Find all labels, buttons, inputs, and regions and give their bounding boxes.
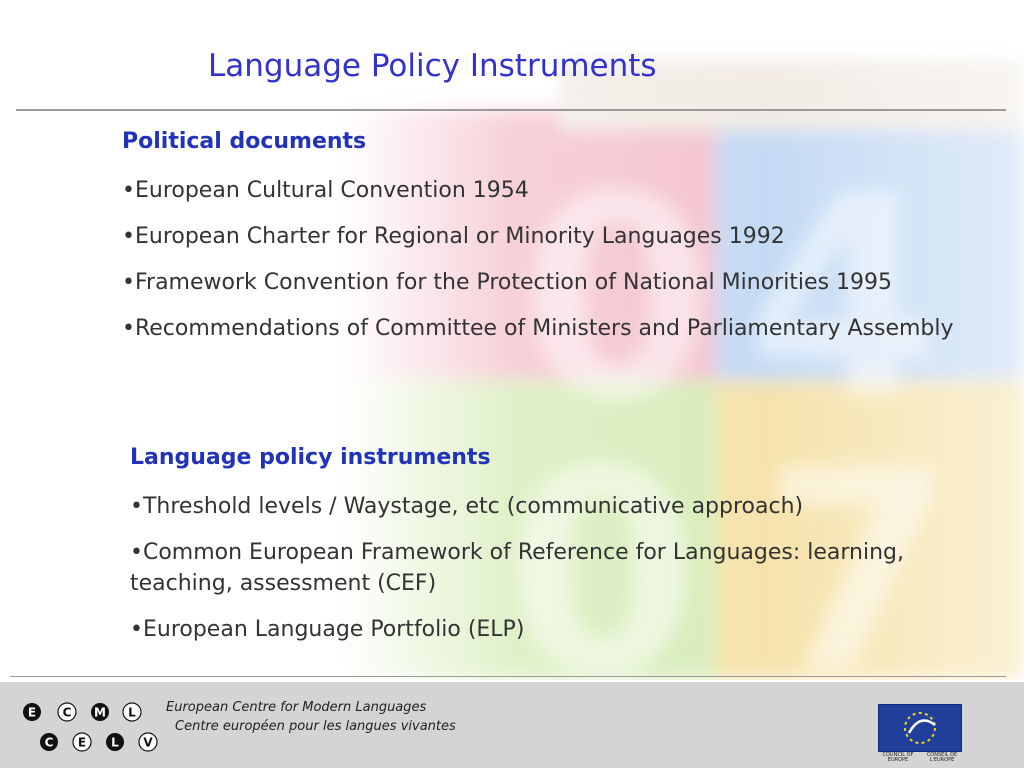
logo-letter: L (128, 705, 136, 720)
footer-divider (10, 676, 1006, 677)
bullet-list (130, 491, 990, 645)
logo-letter: V (143, 735, 153, 750)
list-item: •European Cultural Convention 1954 (122, 178, 529, 203)
council-of-europe-logo (878, 704, 962, 766)
list-item: •Framework Convention for the Protection of National Minorities 1995 (122, 270, 893, 295)
section-heading: Political documents (122, 129, 367, 154)
page-title: Language Policy Instruments (208, 48, 657, 84)
logo-letter: E (77, 735, 87, 750)
political-documents-section (122, 128, 982, 359)
org-name (166, 698, 456, 736)
logo-letter: C (62, 705, 72, 720)
org-name-fr: Centre européen pour les langues vivantes (175, 719, 456, 734)
logo-letter: L (111, 735, 119, 750)
language-policy-instruments-section (130, 444, 990, 660)
bullet-list (122, 175, 982, 344)
title-divider (16, 109, 1006, 111)
org-name-en: European Centre for Modern Languages (166, 700, 427, 715)
section-heading: Language policy instruments (130, 445, 491, 470)
logo-letter: C (44, 735, 54, 750)
logo-letter: M (94, 705, 106, 720)
list-item: •Common European Framework of Reference for Languages: learning, teaching, assessment (CEF) (130, 540, 905, 596)
coe-label-en: COUNCIL OF EUROPE (882, 752, 914, 763)
ecml-logo (22, 700, 162, 756)
list-item: •Threshold levels / Waystage, etc (communicative approach) (130, 494, 804, 519)
list-item: •Recommendations of Committee of Ministers and Parliamentary Assembly (122, 316, 954, 341)
list-item: •European Charter for Regional or Minority Languages 1992 (122, 224, 785, 249)
coe-flag-icon (878, 704, 962, 752)
list-item: •European Language Portfolio (ELP) (130, 617, 525, 642)
coe-label-fr: CONSEIL DE L'EUROPE (926, 752, 958, 763)
logo-letter: E (27, 705, 37, 720)
